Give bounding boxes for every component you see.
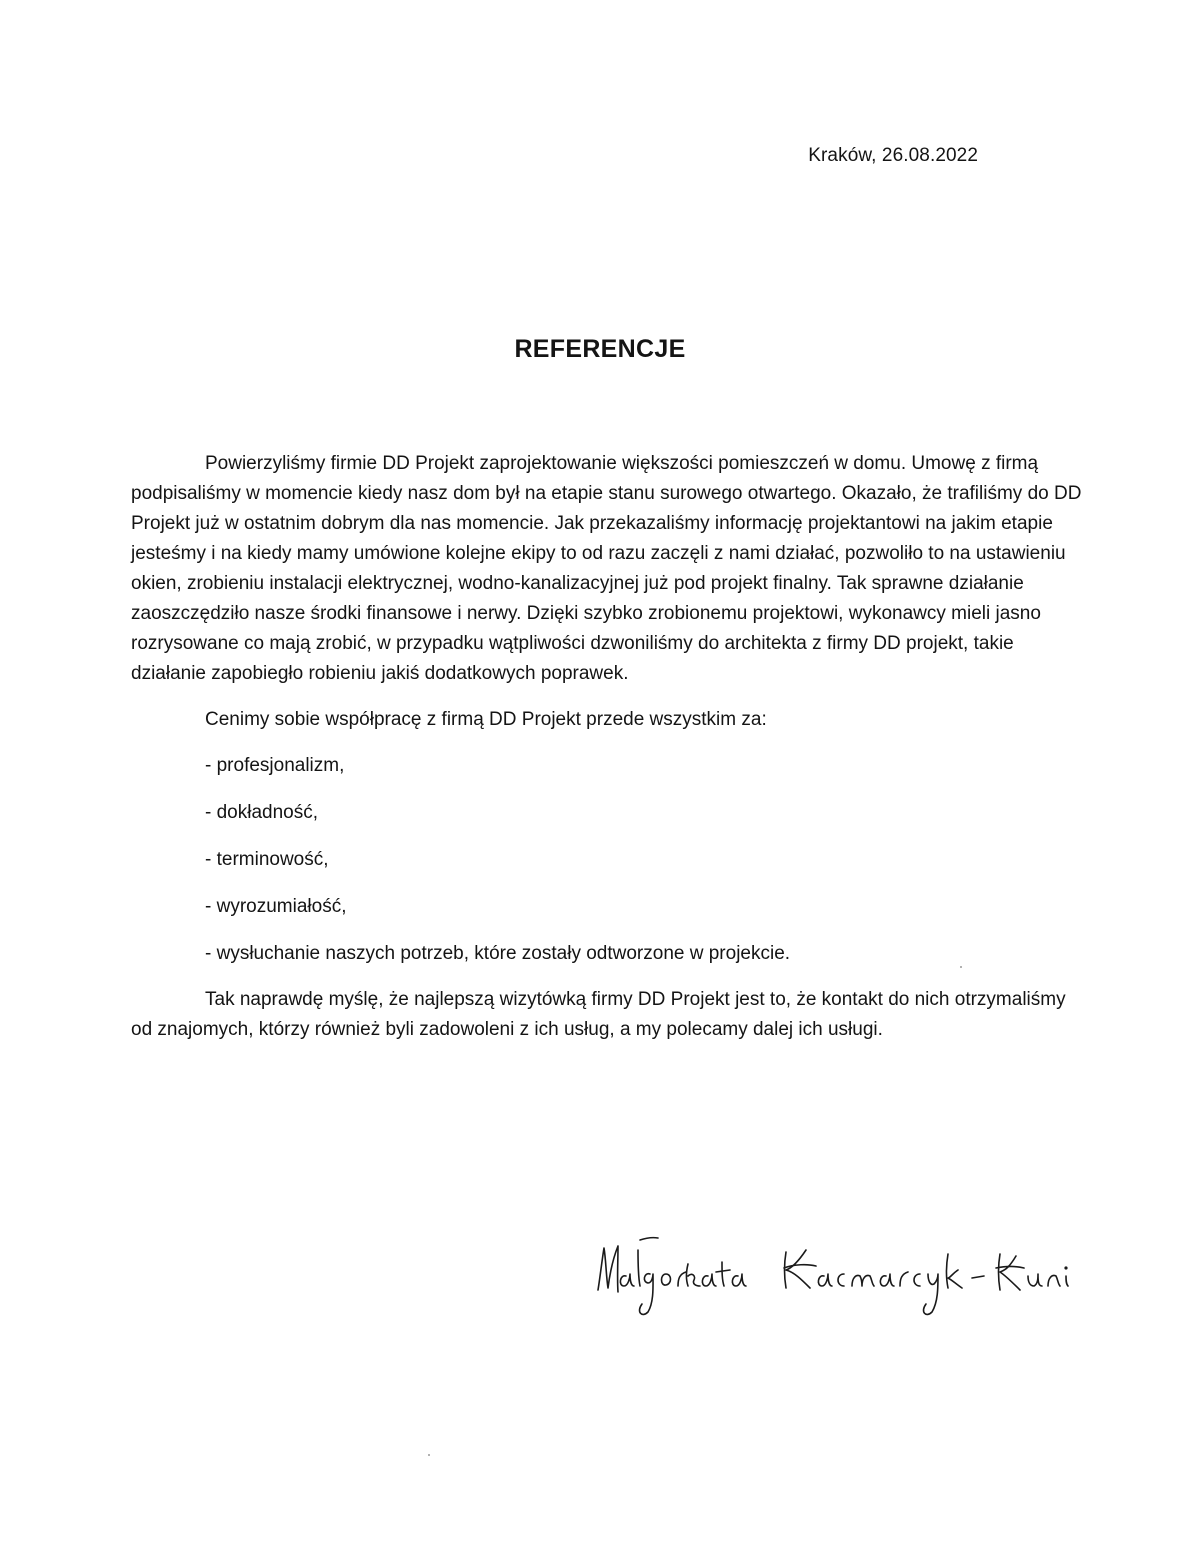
list-item: - profesjonalizm, xyxy=(205,755,345,776)
paragraph-1: Powierzyliśmy firmie DD Projekt zaprojektowanie większości pomieszczeń w domu. Umowę z firmą podpisaliśmy w momencie kiedy nasz dom był na etapie stanu surowego otwartego. Okazało, że trafiliśmy do DD Projekt już w ostatnim dobrym dla nas momencie. Jak przekazaliśmy informację projektantowi na jakim etapie jesteśmy i na kiedy mamy umówione kolejne ekipy to od razu zaczęli z nami działać, pozwoliło to na ustawieniu okien, zrobieniu instalacji elektrycznej, wodno-kanalizacyjnej już pod projekt finalny. Tak sprawne działanie zaoszczędziło nasze środki finansowe i nerwy. Dzięki szybko zrobionemu projektowi, wykonawcy mieli jasno rozrysowane co mają zrobić, w przypadku wątpliwości dzwoniliśmy do architekta z firmy DD projekt, takie działanie zapobiegło robieniu jakiś dodatkowych poprawek. xyxy=(131,453,1082,684)
list-item: - wysłuchanie naszych potrzeb, które zostały odtworzone w projekcie. xyxy=(205,943,791,964)
list-intro: Cenimy sobie współpracę z firmą DD Projekt przede wszystkim za: xyxy=(205,709,767,730)
scan-speck xyxy=(428,1454,430,1456)
list-item: - dokładność, xyxy=(205,802,319,823)
document-title: REFERENCJE xyxy=(514,335,686,363)
list-item: - terminowość, xyxy=(205,849,329,870)
qualities-list xyxy=(131,751,1086,969)
letter-body xyxy=(131,449,1086,1045)
handwritten-signature xyxy=(580,1220,1080,1330)
list-item: - wyrozumiałość, xyxy=(205,896,347,917)
scan-speck xyxy=(960,966,962,968)
paragraph-2: Tak naprawdę myślę, że najlepszą wizytówką firmy DD Projekt jest to, że kontakt do nich otrzymaliśmy od znajomych, którzy również byli zadowoleni z ich usług, a my polecamy dalej ich usługi. xyxy=(131,989,1066,1040)
place-and-date: Kraków, 26.08.2022 xyxy=(808,145,978,166)
